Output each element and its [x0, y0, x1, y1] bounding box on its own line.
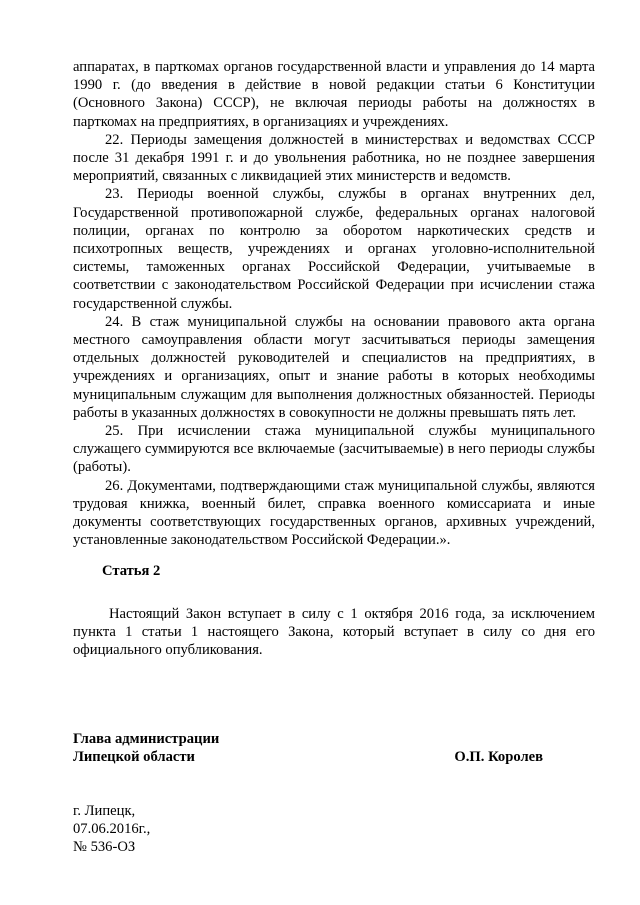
signature-row [73, 748, 543, 766]
signature-block [73, 730, 543, 766]
law-number: № 536-ОЗ [73, 839, 136, 856]
article-2-text: Настоящий Закон вступает в силу с 1 октября 2016 года, за исключением пункта 1 статьи 1 настоящего Закона, который вступает в силу со дня его официального опубликования. [73, 606, 595, 659]
paragraph-21-continuation: аппаратах, в парткомах органов государственной власти и управления до 14 марта 1990 г. (до введения в действие в новой редакции статьи 6 Конституции (Основного Закона) СССР), не включая периоды работы на должностях в парткомах на предприятиях, в организациях и учреждениях. [73, 59, 595, 130]
law-body-text [73, 58, 595, 549]
paragraph-23: 23. Периоды военной службы, службы в органах внутренних дел, Государственной противопожарной службе, федеральных органах налоговой полиции, органах по контролю за оборотом наркотических средств и психотропных веществ, учреждениях и органах уголовно-исполнительной системы, таможенных органах Российской Федерации, учитываемые в соответствии с законодательством Российской Федерации при исчислении стажа государственной службы. [73, 186, 595, 312]
date: 07.06.2016г., [73, 821, 151, 838]
signatory-title-line2: Липецкой области [73, 749, 195, 766]
city: г. Липецк, [73, 803, 136, 819]
signatory-name: О.П. Королев [454, 749, 543, 766]
document-meta [73, 802, 150, 857]
paragraph-25: 25. При исчислении стажа муниципальной службы муниципального служащего суммируются все включаемые (засчитываемые) в него периоды службы (работы). [73, 423, 595, 476]
paragraph-26: 26. Документами, подтверждающими стаж муниципальной службы, являются трудовая книжка, военный билет, справка военного комиссариата и иные документы соответствующих государственных органов, архивных учреждений, установленные законодательством Российской Федерации.». [73, 477, 595, 549]
paragraph-24: 24. В стаж муниципальной службы на основании правового акта органа местного самоуправления области могут засчитываться периоды замещения отдельных должностей руководителей и специалистов на предприятиях, в учреждениях и организациях, опыт и знание работы в которых необходимы муниципальным служащим для выполнения должностных обязанностей. Периоды работы в указанных должностях в совокупности не должны превышать пять лет. [73, 313, 595, 421]
signatory-title-line1: Глава администрации [73, 731, 220, 747]
article-2-heading: Статья 2 [102, 563, 161, 579]
paragraph-22: 22. Периоды замещения должностей в министерствах и ведомствах СССР после 31 декабря 1991 г. и до увольнения работника, но не позднее завершения мероприятий, связанных с ликвидацией этих министерств и ведомств. [73, 131, 595, 185]
